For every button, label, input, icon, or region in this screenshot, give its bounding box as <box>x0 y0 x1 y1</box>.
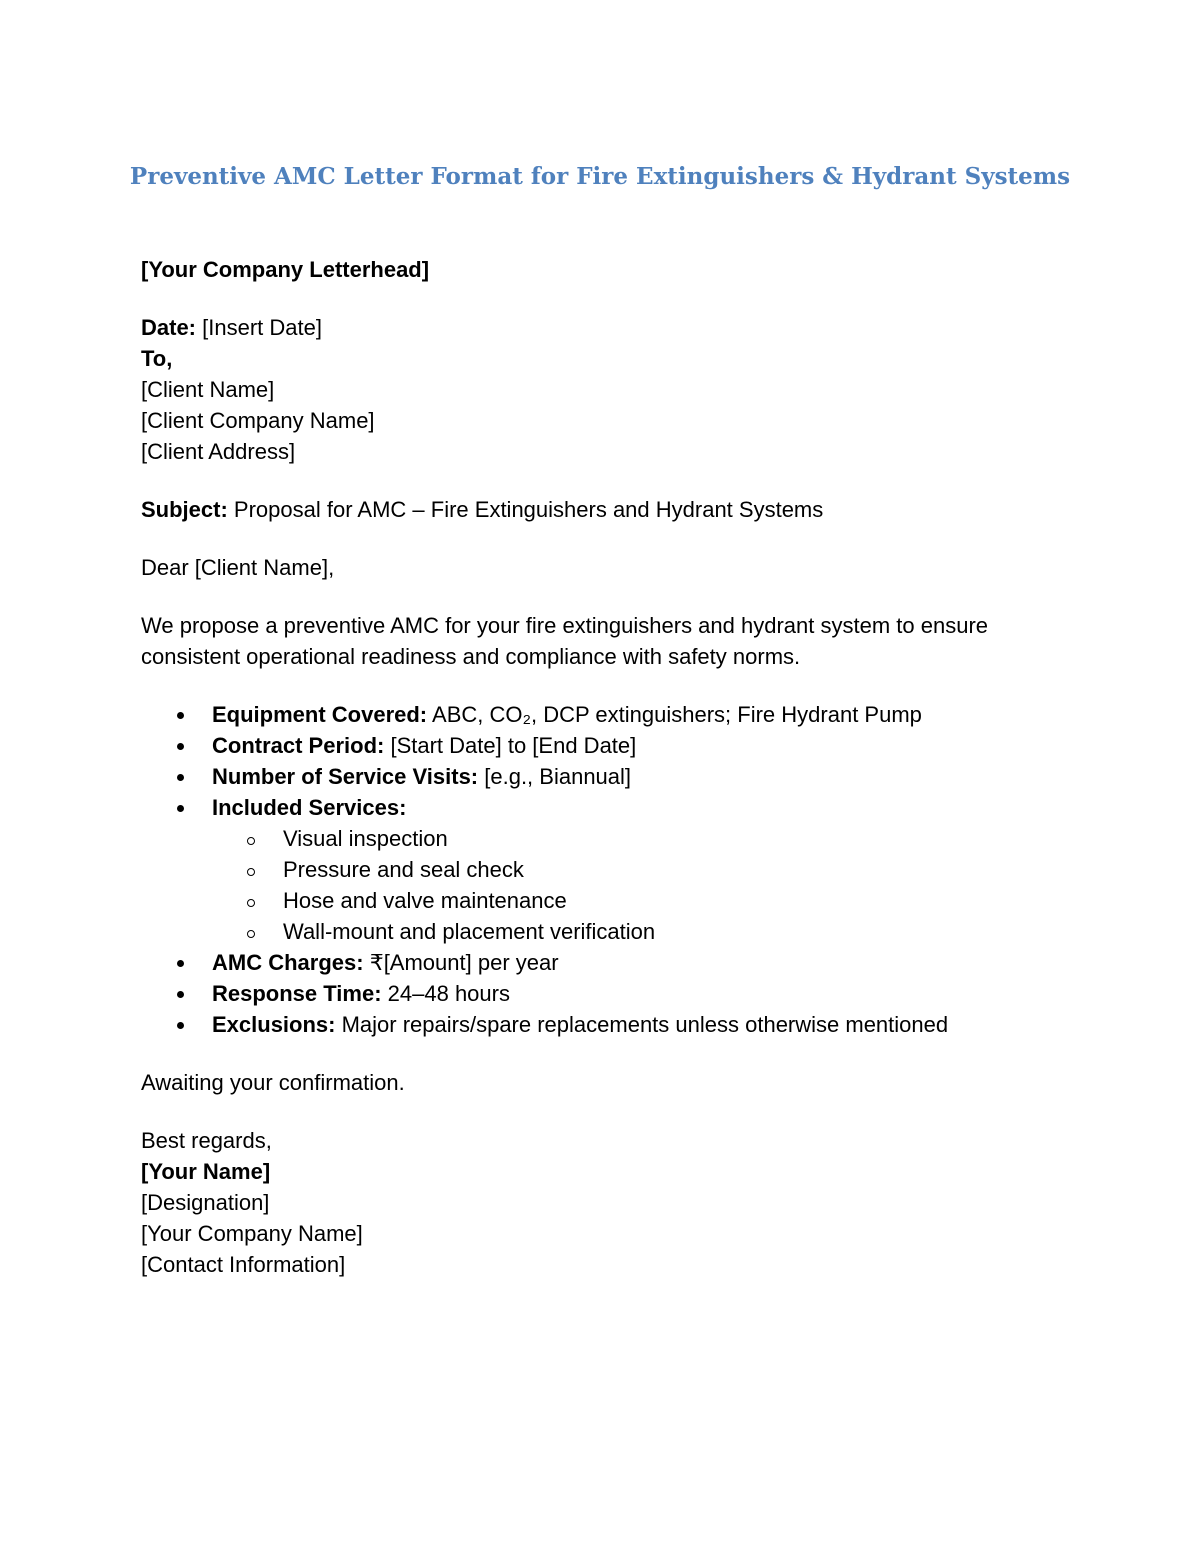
page-title: Preventive AMC Letter Format for Fire Extinguishers & Hydrant Systems <box>129 163 1071 190</box>
charges-value: ₹[Amount] per year <box>363 950 559 975</box>
to-label: To, <box>141 346 173 371</box>
client-address: [Client Address] <box>141 439 296 464</box>
sublist-item <box>141 885 1081 916</box>
list-item-services <box>141 792 1081 823</box>
salutation: Dear [Client Name], <box>141 555 335 580</box>
bullet-icon <box>177 1022 184 1029</box>
exclusions-label: Exclusions: <box>212 1012 336 1037</box>
list-item-response <box>141 978 1081 1009</box>
service-text: Visual inspection <box>283 826 448 851</box>
date-value: [Insert Date] <box>196 315 322 340</box>
client-name: [Client Name] <box>141 377 275 402</box>
circle-bullet-icon <box>247 930 255 938</box>
service-text: Pressure and seal check <box>283 857 524 882</box>
list-item-charges <box>141 947 1081 978</box>
bullet-icon <box>177 743 184 750</box>
terms-list-continued <box>141 947 1081 1040</box>
service-text: Hose and valve maintenance <box>283 888 567 913</box>
charges-label: AMC Charges: <box>212 950 364 975</box>
subject-label: Subject: <box>141 497 228 522</box>
period-label: Contract Period: <box>212 733 385 758</box>
equipment-label: Equipment Covered: <box>212 702 428 727</box>
service-text: Wall-mount and placement verification <box>283 919 656 944</box>
bullet-icon <box>177 805 184 812</box>
circle-bullet-icon <box>247 837 255 845</box>
regards-line: Best regards, <box>141 1128 272 1153</box>
visits-value: [e.g., Biannual] <box>478 764 632 789</box>
services-sublist <box>141 823 1081 947</box>
list-item-exclusions <box>141 1009 1081 1040</box>
list-item-equipment <box>141 699 1081 730</box>
bullet-icon <box>177 991 184 998</box>
date-label: Date: <box>141 315 197 340</box>
subject-line <box>141 494 1081 525</box>
response-value: 24–48 hours <box>381 981 510 1006</box>
sublist-item <box>141 823 1081 854</box>
letter-body <box>141 254 1081 1280</box>
exclusions-value: Major repairs/spare replacements unless otherwise mentioned <box>335 1012 949 1037</box>
sender-designation: [Designation] <box>141 1190 270 1215</box>
services-label: Included Services: <box>212 795 407 820</box>
date-line <box>141 312 1081 343</box>
sender-company: [Your Company Name] <box>141 1221 363 1246</box>
response-label: Response Time: <box>212 981 382 1006</box>
sublist-item <box>141 854 1081 885</box>
closing-line: Awaiting your confirmation. <box>141 1070 405 1095</box>
equipment-value: ABC, CO₂, DCP extinguishers; Fire Hydrant Pump <box>427 702 922 727</box>
intro-paragraph: We propose a preventive AMC for your fire extinguishers and hydrant system to ensure consistent operational readiness and compliance with safety norms. <box>141 613 989 669</box>
period-value: [Start Date] to [End Date] <box>384 733 637 758</box>
bullet-icon <box>177 712 184 719</box>
list-item-visits <box>141 761 1081 792</box>
sender-name: [Your Name] <box>141 1159 271 1184</box>
sublist-item <box>141 916 1081 947</box>
bullet-icon <box>177 774 184 781</box>
subject-value: Proposal for AMC – Fire Extinguishers and Hydrant Systems <box>227 497 824 522</box>
terms-list <box>141 699 1081 823</box>
client-company: [Client Company Name] <box>141 408 375 433</box>
visits-label: Number of Service Visits: <box>212 764 479 789</box>
letterhead-placeholder: [Your Company Letterhead] <box>141 257 430 282</box>
circle-bullet-icon <box>247 868 255 876</box>
list-item-period <box>141 730 1081 761</box>
bullet-icon <box>177 960 184 967</box>
circle-bullet-icon <box>247 899 255 907</box>
sender-contact: [Contact Information] <box>141 1252 346 1277</box>
